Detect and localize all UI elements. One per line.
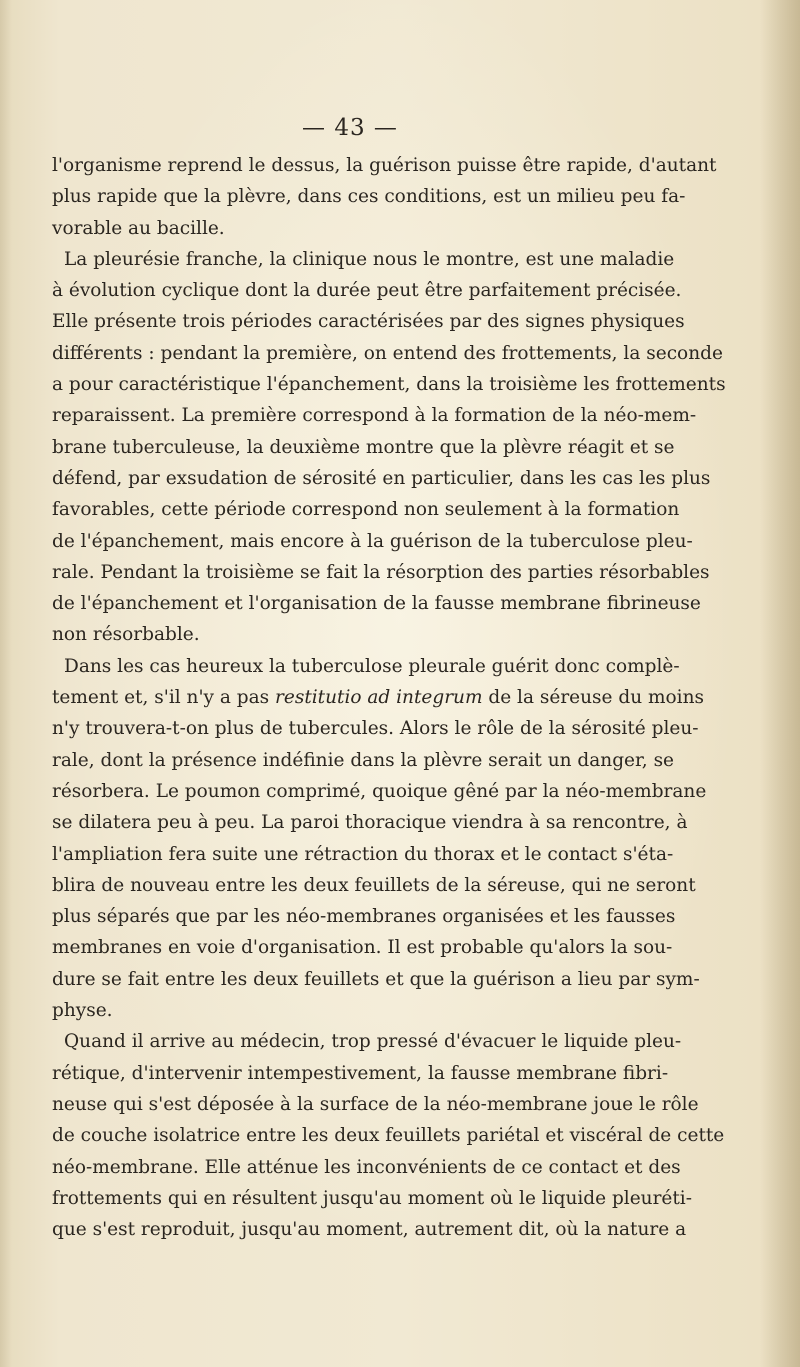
text-line: résorbera. Le poumon comprimé, quoique gêné par la néo-membrane xyxy=(52,780,707,802)
text-line: neuse qui s'est déposée à la surface de la néo-membrane joue le rôle xyxy=(52,1093,699,1115)
paragraph xyxy=(52,1026,725,1245)
paragraph xyxy=(52,150,717,244)
text-line: a pour caractéristique l'épanchement, dans la troisième les frottements xyxy=(52,374,726,396)
text-line: Quand il arrive au médecin, trop pressé d'évacuer le liquide pleu- xyxy=(64,1031,682,1053)
text-line: se dilatera peu à peu. La paroi thoracique viendra à sa rencontre, à xyxy=(52,812,688,834)
text-line: blira de nouveau entre les deux feuillets de la séreuse, qui ne seront xyxy=(52,874,696,896)
text-line: frottements qui en résultent jusqu'au moment où le liquide pleuréti- xyxy=(52,1187,692,1209)
text-line: dure se fait entre les deux feuillets et que la guérison a lieu par sym- xyxy=(52,968,700,990)
text-line: de couche isolatrice entre les deux feuillets pariétal et viscéral de cette xyxy=(52,1125,725,1147)
paragraph xyxy=(52,244,726,651)
text-line: Dans les cas heureux la tuberculose pleurale guérit donc complè- xyxy=(64,655,680,677)
paragraph xyxy=(52,651,707,1027)
page-edge-shadow xyxy=(760,0,800,1367)
text-line: membranes en voie d'organisation. Il est probable qu'alors la sou- xyxy=(52,937,673,959)
text-line: défend, par exsudation de sérosité en particulier, dans les cas les plus xyxy=(52,467,711,489)
text-line: vorable au bacille. xyxy=(52,217,225,239)
text-line: tement et, s'il n'y a pas restitutio ad integrum de la séreuse du moins xyxy=(52,687,704,709)
text-line: favorables, cette période correspond non seulement à la formation xyxy=(52,499,680,521)
text-line: physe. xyxy=(52,1000,113,1022)
body-text xyxy=(52,150,726,1245)
text-line: n'y trouvera-t-on plus de tubercules. Alors le rôle de la sérosité pleu- xyxy=(52,718,699,740)
text-line: reparaissent. La première correspond à la formation de la néo-mem- xyxy=(52,405,697,427)
text-line: de l'épanchement et l'organisation de la fausse membrane fibrineuse xyxy=(52,593,701,615)
italic-phrase: restitutio ad integrum xyxy=(275,687,483,709)
text-line: rale. Pendant la troisième se fait la résorption des parties résorbables xyxy=(52,561,710,583)
text-line: néo-membrane. Elle atténue les inconvénients de ce contact et des xyxy=(52,1156,681,1178)
text-line: à évolution cyclique dont la durée peut être parfaitement précisée. xyxy=(52,280,682,302)
text-line: Elle présente trois périodes caractérisées par des signes physiques xyxy=(52,311,685,333)
text-line: l'organisme reprend le dessus, la guérison puisse être rapide, d'autant xyxy=(52,155,717,176)
text-line: La pleurésie franche, la clinique nous le montre, est une maladie xyxy=(64,248,675,270)
page-number: — 43 — xyxy=(302,115,398,141)
text-line: que s'est reproduit, jusqu'au moment, autrement dit, où la nature a xyxy=(52,1219,687,1241)
text-line: de l'épanchement, mais encore à la guérison de la tuberculose pleu- xyxy=(52,530,693,552)
page-gutter-shadow xyxy=(0,0,12,1367)
text-line: l'ampliation fera suite une rétraction du thorax et le contact s'éta- xyxy=(52,843,674,865)
text-line: non résorbable. xyxy=(52,624,200,646)
text-line: rale, dont la présence indéfinie dans la plèvre serait un danger, se xyxy=(52,749,675,771)
text-line: rétique, d'intervenir intempestivement, la fausse membrane fibri- xyxy=(52,1062,669,1084)
text-line: plus séparés que par les néo-membranes organisées et les fausses xyxy=(52,906,676,928)
text-line: plus rapide que la plèvre, dans ces conditions, est un milieu peu fa- xyxy=(52,186,686,208)
text-line: brane tuberculeuse, la deuxième montre que la plèvre réagit et se xyxy=(52,436,675,458)
text-line: différents : pendant la première, on entend des frottements, la seconde xyxy=(52,342,723,364)
